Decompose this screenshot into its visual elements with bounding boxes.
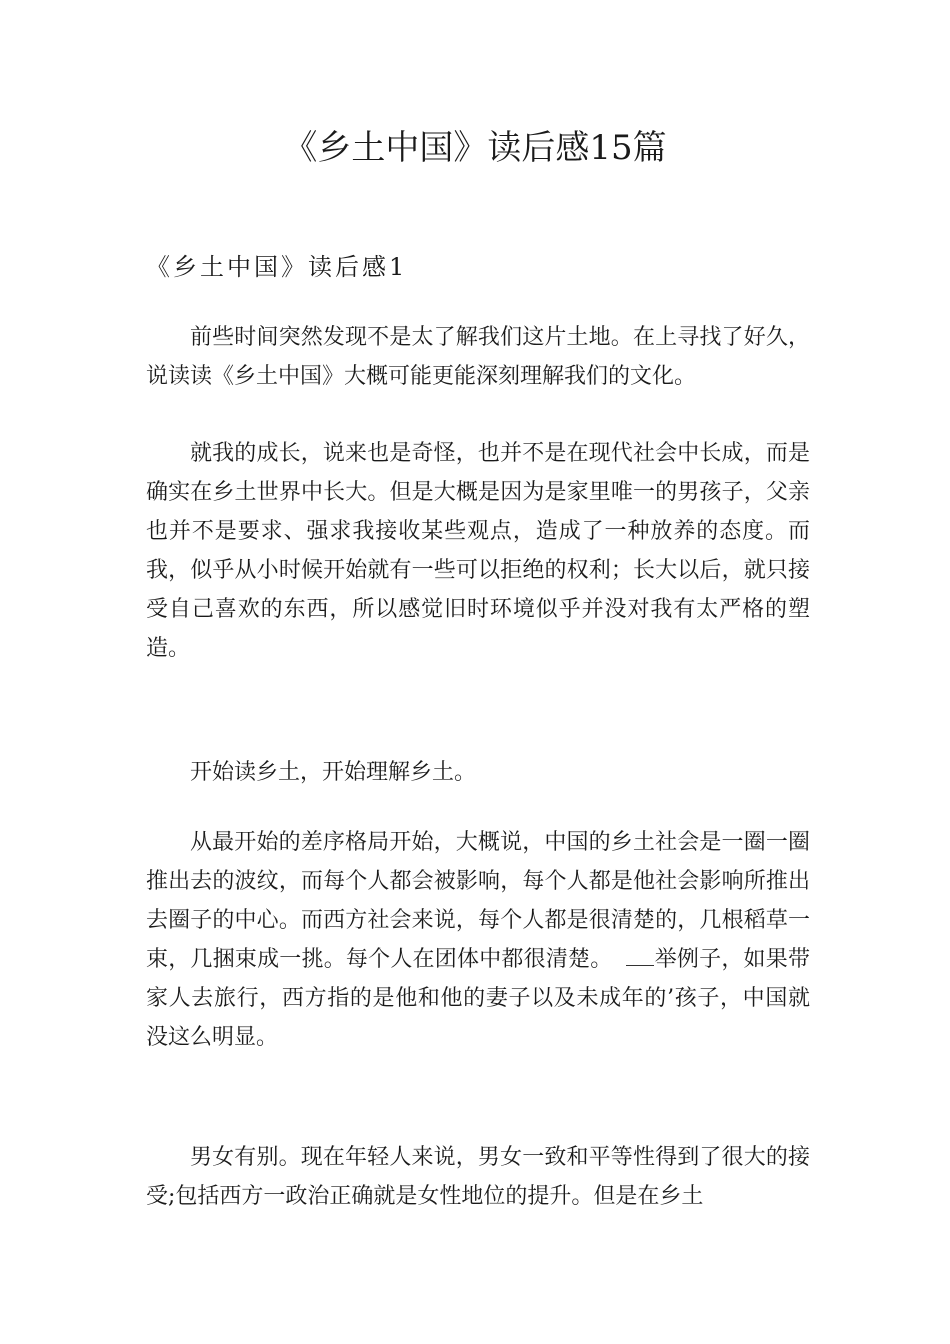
section-heading: 《乡土中国》读后感1 (146, 253, 408, 281)
paragraph-1: 前些时间突然发现不是太了解我们这片土地。在上寻找了好久，说读读《乡土中国》大概可能更能深刻理解我们的文化。 (146, 325, 810, 389)
paragraph-4-text: 从最开始的差序格局开始，大概说，中国的乡土社会是一圈一圈推出去的波纹，而每个人都会被影响，每个人都是他社会影响所推出去圈子的中心。而西方社会来说，每个人都是很清楚的，几根稻草一束，几捆束成一挑。每个人在团体中都很清楚。 (146, 830, 810, 972)
paragraph-2: 就我的成长，说来也是奇怪，也并不是在现代社会中长成，而是确实在乡土世界中长大。但是大概是因为是家里唯一的男孩子，父亲也并不是要求、强求我接收某些观点，造成了一种放养的态度。而我，似乎从小时候开始就有一些可以拒绝的权利；长大以后，就只接受自己喜欢的东西，所以感觉旧时环境似乎并没对我有太严格的塑造。 (146, 441, 810, 661)
document-title: 《乡土中国》读后感15篇 (283, 128, 667, 168)
paragraph-5: 男女有别。现在年轻人来说，男女一致和平等性得到了很大的接受;包括西方一政治正确就是女性地位的提升。但是在乡土 (146, 1145, 810, 1209)
paragraph-4 (146, 823, 810, 1057)
paragraph-3: 开始读乡土，开始理解乡土。 (190, 760, 477, 785)
paragraph-4-continuation: 举例子，如果带家人去旅行，西方指的是他和他的妻子以及未成年的’孩子，中国就没这么明显。 (146, 947, 810, 1050)
blank-underline (626, 951, 654, 966)
